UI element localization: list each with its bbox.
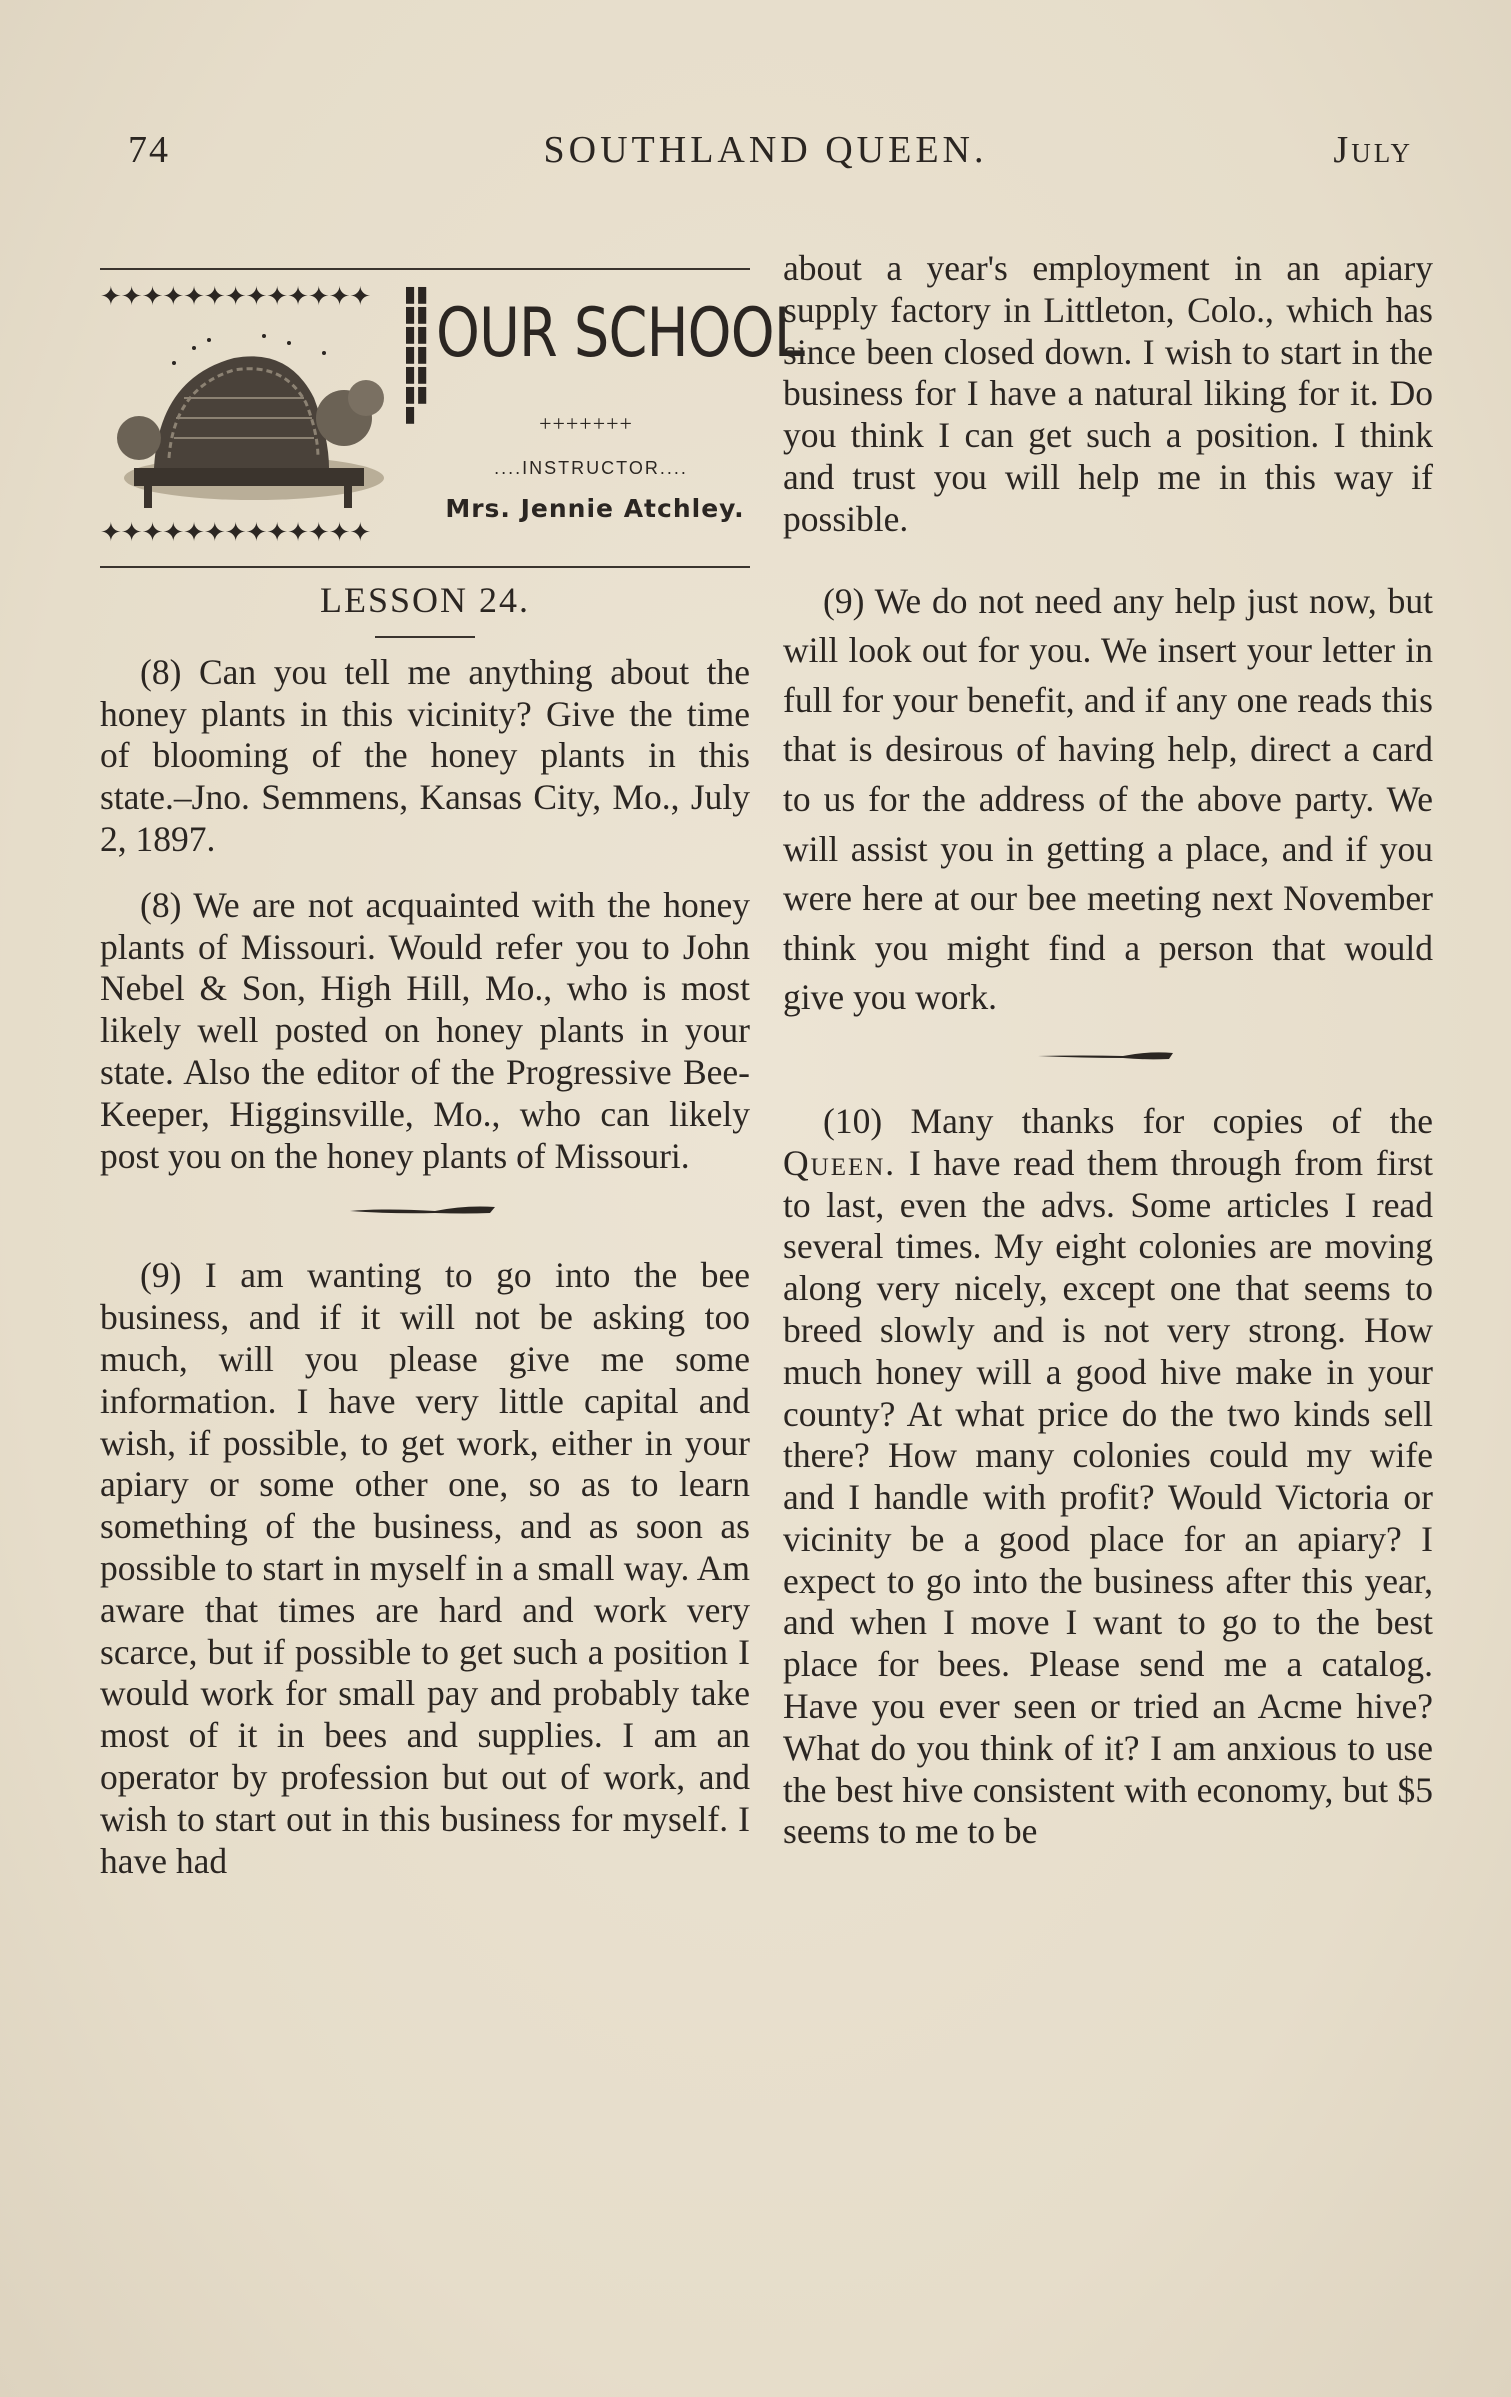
banner-bottom-rule <box>100 566 750 568</box>
question-9-continued: about a year's employment in an apiary supply factory in Littleton, Colo., which has since been closed down. I wish to start in the business for I have a natural liking for it. Do you think I can get such a position. I think and trust you will help me in this way if possible. <box>783 248 1433 539</box>
flourish-divider-icon <box>1033 1045 1183 1067</box>
flourish-divider-icon <box>345 1199 505 1221</box>
answer-9: (9) We do not need any help just now, but will look out for you. We insert your letter in full for your benefit, and if any one reads this that is desirous of having help, direct a card to us for the address of the above party. We will assist you in getting a place, and if you were here at our bee meeting next November think you might find a person that would give you work. <box>783 580 1433 1018</box>
left-column <box>100 248 805 1882</box>
issue-month: July <box>1333 129 1413 171</box>
beehive-illustration-icon <box>114 318 394 518</box>
question-10-start: (10) Many thanks for copies of the <box>823 1100 1433 1141</box>
queen-title: Queen. <box>783 1142 897 1183</box>
ornamental-border-icon: ✦✦✦✦✦✦✦✦✦✦✦✦✦ <box>100 520 371 546</box>
answer-8: (8) We are not acquainted with the honey plants of Missouri. Would refer you to John Nebel & Son, High Hill, Mo., who is most likely well posted on honey plants in your state. Also the editor of the Progressive Bee-Keeper, Higginsville, Mo., who can likely post you on the honey plants of Missouri. <box>100 884 750 1176</box>
right-column <box>783 248 1433 1853</box>
ornamental-border-icon: ✦✦✦✦✦✦✦✦✦✦✦✦✦ <box>100 284 371 310</box>
short-rule <box>375 636 475 638</box>
ornamental-border-icon: ▮▮▮▮▮▮▮▮▮▮▮▮▮ <box>404 284 429 426</box>
lesson-heading: LESSON 24. <box>319 580 531 620</box>
banner-stars: +++++++ <box>539 411 633 436</box>
instructor-name: Mrs. Jennie Atchley. <box>445 494 745 523</box>
page-number: 74 <box>128 129 170 171</box>
publication-title: SOUTHLAND QUEEN. <box>543 129 988 171</box>
our-school-banner <box>100 248 805 558</box>
banner-top-rule <box>100 268 750 270</box>
instructor-label: ....INSTRUCTOR.... <box>494 458 688 478</box>
banner-title: OUR SCHOOL <box>436 294 805 373</box>
running-head <box>118 128 1413 188</box>
question-10 <box>783 1101 1433 1853</box>
question-9: (9) I am wanting to go into the bee business, and if it will not be asking too much, will you please give me some information. I have very little capital and wish, if possible, to get work, either in your apiary or some other one, so as to learn something of the business, and as soon as possible to start in myself in a small way. Am aware that times are hard and work very scarce, but if possible to get such a position I would work for small pay and probably take most of it in bees and supplies. I am an operator by profession but out of work, and wish to start out in this business for myself. I have had <box>100 1255 750 1881</box>
question-8: (8) Can you tell me anything about the honey plants in this vicinity? Give the time of blooming of the honey plants in this state.–Jno. Semmens, Kansas City, Mo., July 2, 1897. <box>100 651 750 859</box>
question-10-body: I have read them through from first to last, even the advs. Some articles I read several times. My eight colonies are moving along very nicely, except one that seems to breed slowly and is not very strong. How much honey will a good hive make in your county? At what price do the two kinds sell there? How many colonies could my wife and I handle with profit? Would Victoria or vicinity be a good place for an apiary? I expect to go into the business after this year, and when I move I want to go to the best place for bees. Please send me a catalog. Have you ever seen or tried an Acme hive? What do you think of it? I am anxious to use the best hive consistent with economy, but $5 seems to me to be <box>783 1142 1434 1852</box>
